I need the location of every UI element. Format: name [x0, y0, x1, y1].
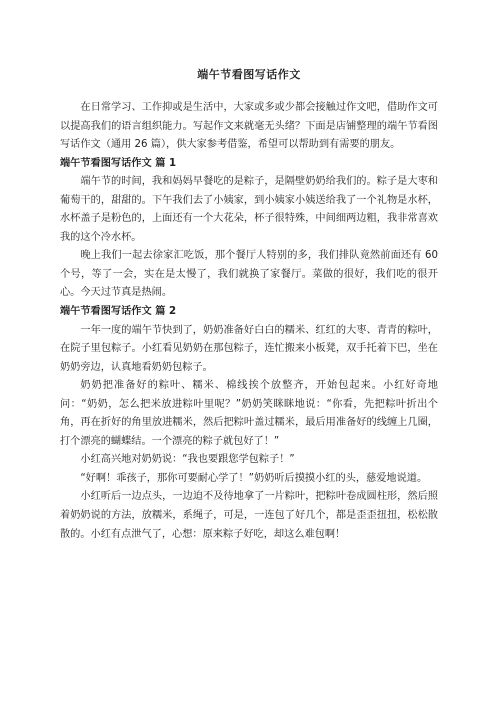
section-paragraph: 小红听后一边点头，一边迫不及待地拿了一片粽叶，把粽叶卷成圆柱形，然后照着奶奶说的方法，放糯米，系绳子，可是，一连包了好几个，都是歪歪扭扭，松松散散的。小红有点泄气了，心想：原来粽子好吃，却这么难包啊！	[60, 491, 438, 540]
section-paragraph: 奶奶把准备好的粽叶、糯米、棉线挨个放整齐，开始包起来。小红好奇地问：“奶奶，怎么把米放进粽叶里呢？”奶奶笑眯眯地说：“你看，先把粽叶折出个角，再在折好的角里放进糯米，然后把粽叶盖过糯米，最后用准备好的线缠上几圈，打个漂亮的蝴蝶结。一个漂亮的粽子就包好了！”	[60, 380, 438, 447]
section-paragraph: 晚上我们一起去徐家汇吃饭，那个餐厅人特别的多，我们排队竟然前面还有 60 个号，等了一会，实在是太慢了，我们就换了家餐厅。菜做的很好，我们吃的很开心。今天过节真是热闹。	[60, 250, 438, 299]
intro-paragraph: 在日常学习、工作抑或是生活中，大家或多或少都会接触过作文吧，借助作文可以提高我们的语言组织能力。写起作文来就毫无头绪？下面是店铺整理的端午节看图写话作文（通用 26 篇），供大家参考借鉴，希望可以帮助到有需要的朋友。	[60, 102, 438, 151]
section-paragraph: “好啊！乖孩子，那你可要耐心学了！”奶奶听后摸摸小红的头，慈爱地说道。	[80, 472, 428, 484]
document-page	[60, 0, 438, 544]
document-body	[60, 99, 438, 544]
section-paragraph: 小红高兴地对奶奶说：“我也要跟您学包粽子！”	[80, 454, 295, 466]
section-paragraph: 端午节的时间，我和妈妈早餐吃的是粽子，是隔壁奶奶给我们的。粽子是大枣和葡萄干的，甜甜的。下午我们去了小姨家，到小姨家小姨送给我了一个礼物是水杯，水杯盖子是粉色的，上面还有一个大花朵，杯子很特殊，中间细两边粗，我非常喜欢我的这个冷水杯。	[60, 176, 438, 243]
section-heading: 端午节看图写话作文 篇 2	[60, 306, 177, 318]
document-title: 端午节看图写话作文	[197, 68, 301, 81]
section-paragraph: 一年一度的端午节快到了，奶奶准备好白白的糯米、红红的大枣、青青的粽叶，在院子里包粽子。小红看见奶奶在那包粽子，连忙搬来小板凳，双手托着下巴，坐在奶奶旁边，认真地看奶奶包粽子。	[60, 324, 438, 373]
section-heading: 端午节看图写话作文 篇 1	[60, 157, 177, 169]
